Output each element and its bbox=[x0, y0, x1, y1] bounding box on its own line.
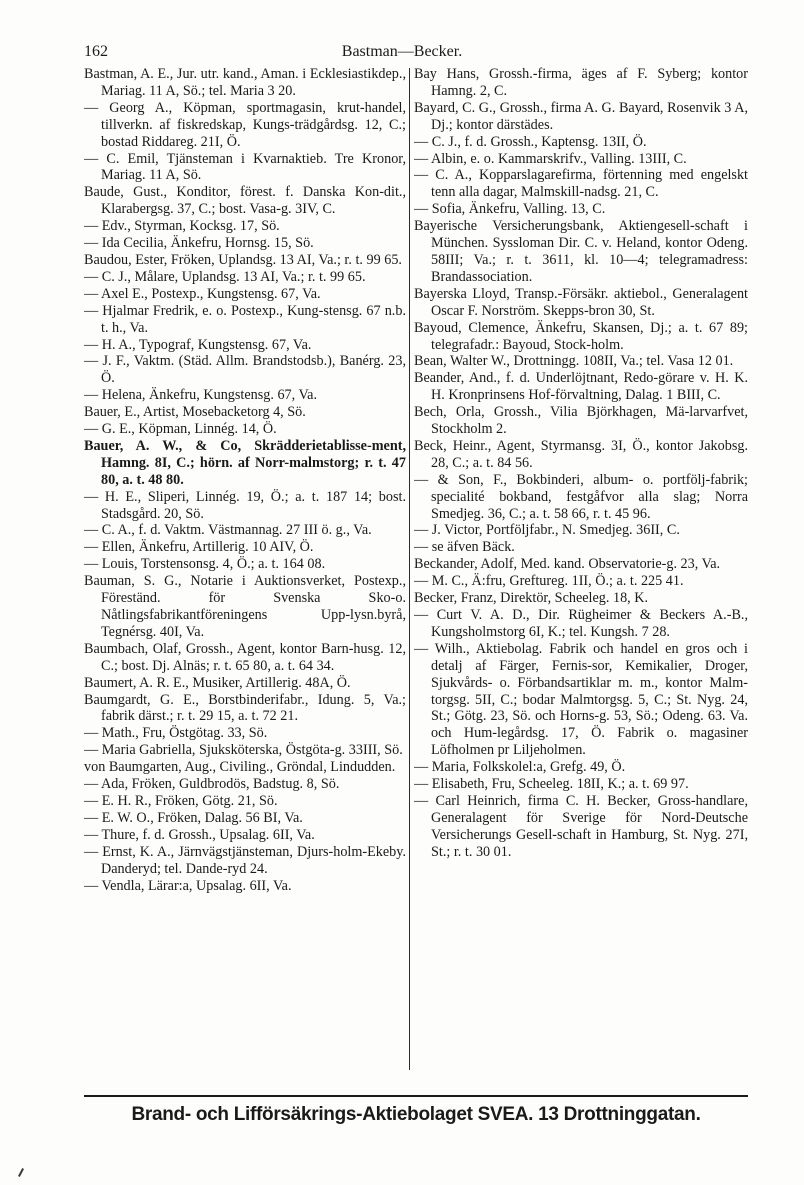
directory-entry: Bastman, A. E., Jur. utr. kand., Aman. i Ecklesiastikdep., Mariag. 11 A, Sö.; tel. Maria 3 20. bbox=[84, 66, 406, 99]
directory-entry: — E. H. R., Fröken, Götg. 21, Sö. bbox=[84, 792, 278, 809]
directory-entry: Bay Hans, Grossh.-firma, äges af F. Syberg; kontor Hamng. 2, C. bbox=[414, 66, 748, 99]
directory-entry: — H. E., Sliperi, Linnég. 19, Ö.; a. t. 187 14; bost. Stadsgård. 20, Sö. bbox=[84, 488, 406, 522]
directory-entry: — Wilh., Aktiebolag. Fabrik och handel en gros och i detalj af Färger, Fernis-sor, Kemikalier, Droger, Sjukvårds- o. Förbandsartiklar m. m., kontor Malm-torgsg. 5II, C.; bodar Malmtorgsg. 5, C.; St. Nyg. 24, St.; Götg. 23, Sö. och Horns-g. 53, Sö.; Odeng. 63. Va. och Hum-legårdsg. 17, Ö. Fabrik o. magasiner Löfholmen pr Liljeholmen. bbox=[414, 640, 748, 759]
directory-entry: — Elisabeth, Fru, Scheeleg. 18II, K.; a. t. 69 97. bbox=[414, 776, 689, 793]
directory-entry: — C. J., f. d. Grossh., Kaptensg. 13II, Ö. bbox=[414, 133, 647, 150]
directory-entry: Beckander, Adolf, Med. kand. Observatorie-g. 23, Va. bbox=[414, 556, 721, 573]
directory-entry: — C. A., f. d. Vaktm. Västmannag. 27 III ö. g., Va. bbox=[84, 522, 372, 539]
directory-entry: — Carl Heinrich, firma C. H. Becker, Gross-handlare, Generalagent för Sverige för Nord-Deutsche Versicherungs Gesell-schaft in Hamburg, St. Nyg. 27I, St.; r. t. 30 01. bbox=[414, 792, 748, 860]
right-column bbox=[414, 66, 748, 1060]
directory-entry: Baumert, A. R. E., Musiker, Artillerig. 48A, Ö. bbox=[84, 674, 351, 691]
directory-entry: — Maria, Folkskolel:a, Grefg. 49, Ö. bbox=[414, 759, 626, 776]
directory-columns bbox=[84, 66, 748, 1060]
directory-entry: — Vendla, Lärar:a, Upsalag. 6II, Va. bbox=[84, 877, 292, 894]
directory-entry: — C. Emil, Tjänsteman i Kvarnaktieb. Tre Kronor, Mariag. 11 A, Sö. bbox=[84, 150, 406, 184]
directory-entry: — G. E., Köpman, Linnég. 14, Ö. bbox=[84, 421, 277, 438]
left-column bbox=[84, 66, 406, 1060]
directory-entry: Bean, Walter W., Drottningg. 108II, Va.; tel. Vasa 12 01. bbox=[414, 353, 734, 370]
directory-entry: — J. F., Vaktm. (Städ. Allm. Brandstodsb.), Banérg. 23, Ö. bbox=[84, 353, 406, 387]
directory-entry: Baude, Gust., Konditor, förest. f. Danska Kon-dit., Klarabergsg. 37, C.; bost. Vasa-g. 3IV, C. bbox=[84, 184, 406, 218]
scan-mark bbox=[18, 1168, 24, 1177]
advertisement-address: 13 Drottninggatan. bbox=[538, 1104, 701, 1125]
directory-entry: — Albin, e. o. Kammarskrifv., Valling. 13III, C. bbox=[414, 150, 687, 167]
directory-entry: — Ernst, K. A., Järnvägstjänsteman, Djurs-holm-Ekeby. Danderyd; tel. Dande-ryd 24. bbox=[84, 843, 406, 877]
directory-entry: — C. J., Målare, Uplandsg. 13 AI, Va.; r. t. 99 65. bbox=[84, 268, 366, 285]
running-title: Bastman—Becker. bbox=[341, 43, 463, 60]
directory-entry: Bech, Orla, Grossh., Vilia Björkhagen, Mä-larvarfvet, Stockholm 2. bbox=[414, 404, 748, 438]
directory-entry: — Maria Gabriella, Sjuksköterska, Östgöta-g. 33III, Sö. bbox=[84, 742, 403, 759]
directory-entry: Becker, Franz, Direktör, Scheeleg. 18, K. bbox=[414, 590, 649, 607]
directory-entry: Bauer, A. W., & Co, Skrädderietablisse-ment, Hamng. 8I, C.; hörn. af Norr-malmstorg; r. t. 47 80, a. t. 48 80. bbox=[84, 437, 406, 488]
directory-entry: Bayard, C. G., Grossh., firma A. G. Bayard, Rosenvik 3 A, Dj.; kontor därstädes. bbox=[414, 99, 748, 133]
advertisement-rule bbox=[84, 1095, 748, 1097]
column-divider bbox=[409, 68, 410, 1070]
directory-entry: Baudou, Ester, Fröken, Uplandsg. 13 AI, Va.; r. t. 99 65. bbox=[84, 251, 402, 268]
directory-entry: — Math., Fru, Östgötag. 33, Sö. bbox=[84, 725, 268, 742]
directory-entry: Baumgardt, G. E., Borstbinderifabr., Idung. 5, Va.; fabrik därst.; r. t. 29 15, a. t. 72 21. bbox=[84, 691, 406, 725]
page-number: 162 bbox=[84, 43, 108, 60]
directory-entry: Bauer, E., Artist, Mosebacketorg 4, Sö. bbox=[84, 404, 306, 421]
directory-entry: Bayerische Versicherungsbank, Aktiengesell-schaft i München. Syssloman Dir. C. v. Heland, kontor Odeng. 58III; Va.; r. t. 3611, kl. 10—4; telegramadress: Brandassociation. bbox=[414, 218, 748, 285]
directory-entry: — Ada, Fröken, Guldbrodös, Badstug. 8, Sö. bbox=[84, 776, 340, 793]
directory-entry: — Axel E., Postexp., Kungstensg. 67, Va. bbox=[84, 285, 321, 302]
directory-entry: — se äfven Bäck. bbox=[414, 539, 515, 556]
directory-entry: Bayoud, Clemence, Änkefru, Skansen, Dj.; a. t. 67 89; telegrafadr.: Bayoud, Stock-holm. bbox=[414, 319, 748, 353]
directory-entry: — Ida Cecilia, Änkefru, Hornsg. 15, Sö. bbox=[84, 235, 314, 252]
directory-entry: — Curt V. A. D., Dir. Rügheimer & Beckers A.-B., Kungsholmstorg 6I, K.; tel. Kungsh. 7 28. bbox=[414, 607, 748, 640]
directory-entry: Bauman, S. G., Notarie i Auktionsverket, Postexp., Föreständ. för Svenska Sko-o. Nåtlingsfabrikantföreningens Upp-lysn.byrå, Tegnérsg. 40I, Va. bbox=[84, 573, 406, 640]
directory-entry: — & Son, F., Bokbinderi, album- o. portfölj-fabrik; specialité bokband, festgåfvor alla slag; Norra Smedjeg. 36, C.; a. t. 58 66, r. t. 45 96. bbox=[414, 471, 748, 522]
directory-entry: — Louis, Torstensonsg. 4, Ö.; a. t. 164 08. bbox=[84, 556, 326, 573]
directory-entry: — Thure, f. d. Grossh., Upsalag. 6II, Va. bbox=[84, 826, 315, 843]
directory-entry: — Helena, Änkefru, Kungstensg. 67, Va. bbox=[84, 387, 317, 404]
directory-entry: Beck, Heinr., Agent, Styrmansg. 3I, Ö., kontor Jakobsg. 28, C.; a. t. 84 56. bbox=[414, 437, 748, 471]
directory-entry: — E. W. O., Fröken, Dalag. 56 BI, Va. bbox=[84, 809, 303, 826]
directory-entry: — M. C., Ä:fru, Greftureg. 1II, Ö.; a. t. 225 41. bbox=[414, 573, 684, 590]
directory-entry: Baumbach, Olaf, Grossh., Agent, kontor Barn-husg. 12, C.; bost. Dj. Alnäs; r. t. 65 80, a. t. 64 34. bbox=[84, 640, 406, 674]
directory-entry: — J. Victor, Portföljfabr., N. Smedjeg. 36II, C. bbox=[414, 522, 680, 539]
advertisement-company: Brand- och Lifförsäkrings-Aktiebolaget SVEA. bbox=[131, 1104, 534, 1125]
directory-entry: — Georg A., Köpman, sportmagasin, krut-handel, tillverkn. af fiskredskap, Kungs-trädgårdsg. 12, C.; bostad Riddareg. 21I, Ö. bbox=[84, 99, 406, 150]
directory-entry: — C. A., Kopparslagarefirma, förtenning med engelskt tenn alla dagar, Malmskill-nadsg. 21, C. bbox=[414, 167, 748, 201]
advertisement bbox=[84, 1104, 748, 1126]
directory-entry: — Ellen, Änkefru, Artillerig. 10 AIV, Ö. bbox=[84, 539, 314, 556]
directory-entry: — H. A., Typograf, Kungstensg. 67, Va. bbox=[84, 336, 312, 353]
directory-entry: — Edv., Styrman, Kocksg. 17, Sö. bbox=[84, 218, 280, 235]
directory-entry: Bayerska Lloyd, Transp.-Försäkr. aktiebol., Generalagent Oscar F. Norström. Skepps-bron 30, St. bbox=[414, 285, 748, 319]
directory-entry: Beander, And., f. d. Underlöjtnant, Redo-görare v. H. K. H. Kronprinsens Hof-förvaltning, Dalag. 1 BIII, C. bbox=[414, 370, 748, 404]
directory-entry: — Sofia, Änkefru, Valling. 13, C. bbox=[414, 201, 606, 218]
directory-entry: von Baumgarten, Aug., Civiling., Gröndal, Lindudden. bbox=[84, 759, 396, 776]
directory-entry: — Hjalmar Fredrik, e. o. Postexp., Kung-stensg. 67 n.b. t. h., Va. bbox=[84, 302, 406, 336]
